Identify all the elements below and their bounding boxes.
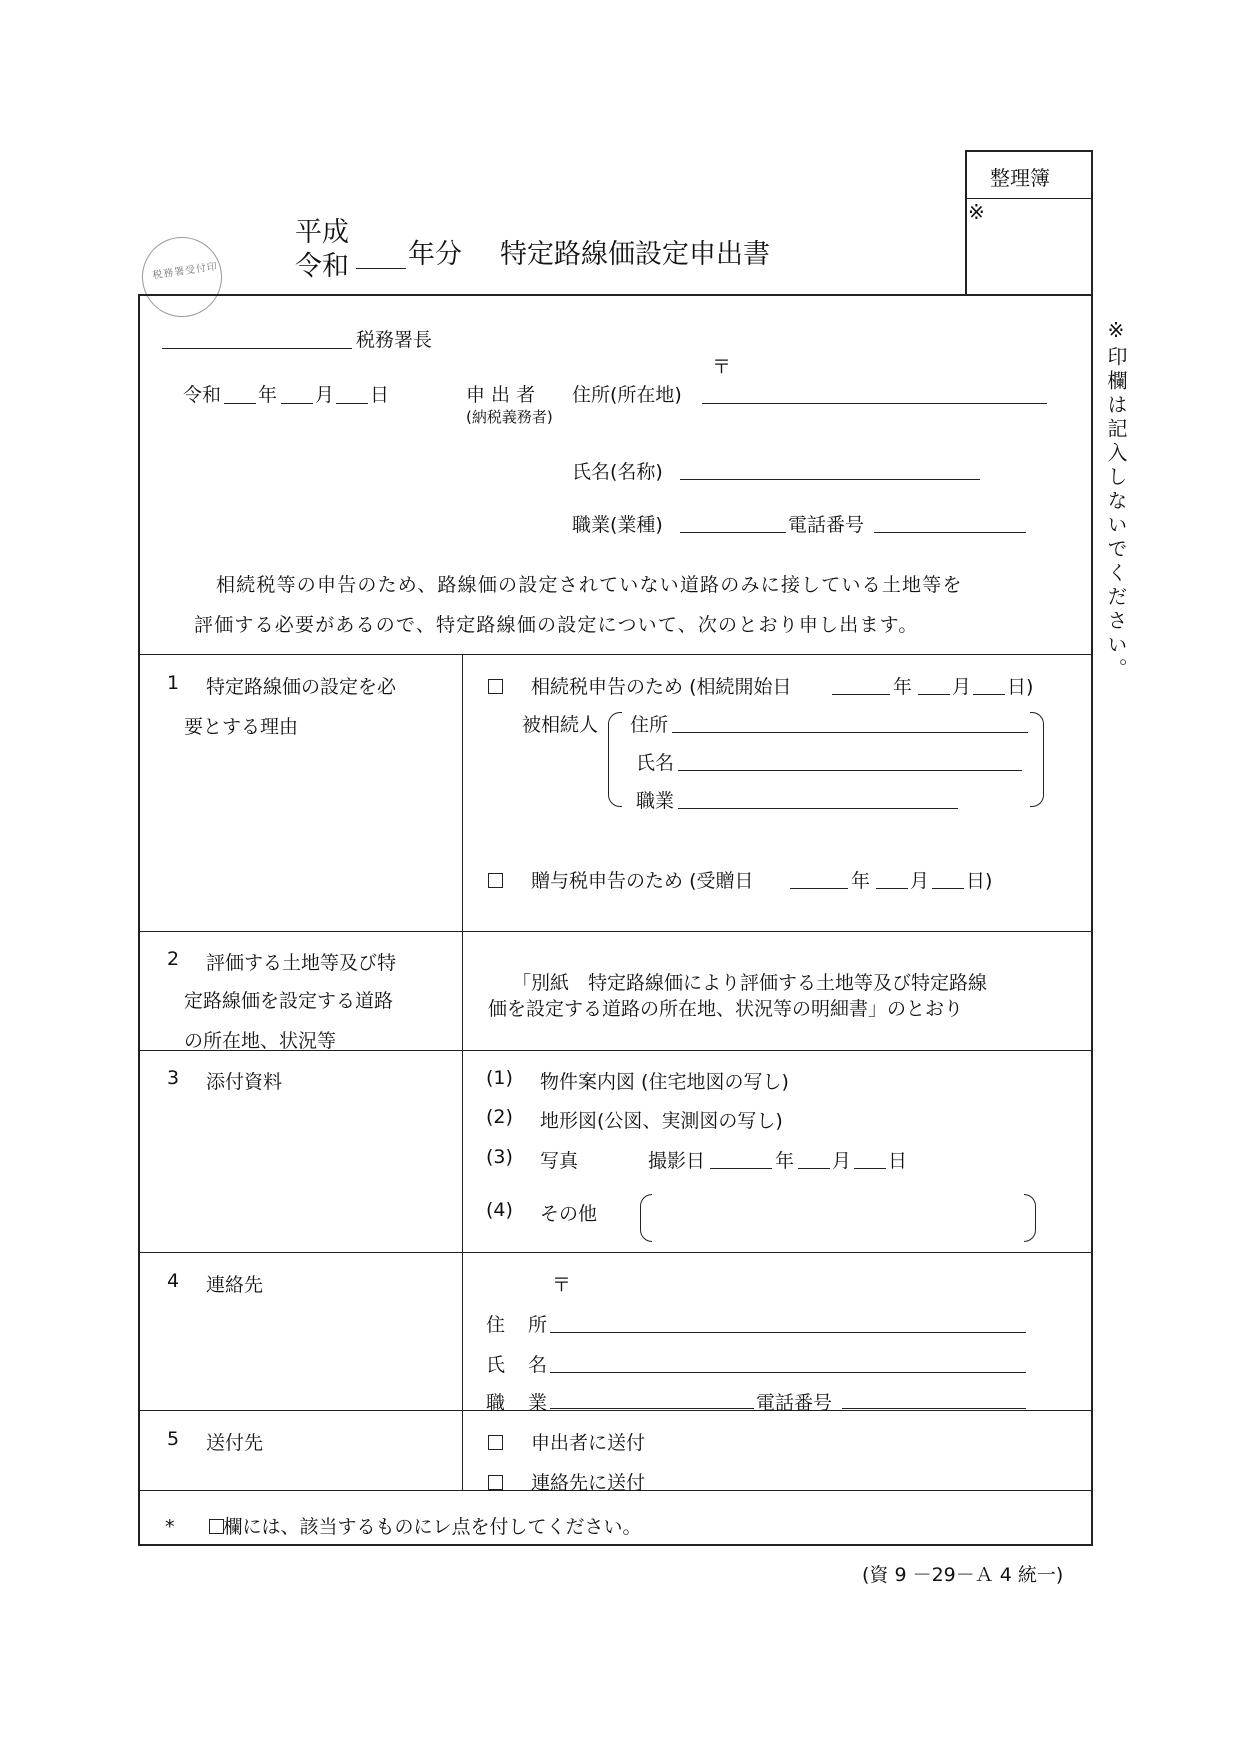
- gift-day-blank[interactable]: [932, 888, 964, 889]
- send-contact-label: 連絡先に送付: [531, 1472, 646, 1494]
- section1-number: 1: [167, 672, 180, 694]
- attach-item2: 地形図(公図、実測図の写し): [540, 1110, 783, 1132]
- title-year-suffix: 年分: [408, 239, 462, 270]
- attach-item3: 写真: [540, 1150, 579, 1172]
- photo-day: 日: [888, 1150, 908, 1172]
- contact-postal-mark: 〒: [552, 1274, 572, 1296]
- footnote: [165, 1512, 642, 1539]
- section1-label-line1: 特定路線価の設定を必: [206, 676, 397, 698]
- send-applicant-label: 申出者に送付: [531, 1432, 646, 1454]
- section2-number: 2: [167, 948, 180, 970]
- attach-item2-num: (2): [486, 1106, 513, 1128]
- section3-number: 3: [167, 1067, 180, 1089]
- contact-name-field[interactable]: [550, 1372, 1026, 1373]
- section5-number: 5: [167, 1428, 180, 1450]
- decedent-brace-left: [608, 712, 622, 807]
- footnote-star: *: [165, 1516, 175, 1538]
- address-label: 住所(所在地): [572, 384, 682, 406]
- phone-field[interactable]: [874, 532, 1026, 533]
- gift-day: 日): [966, 870, 993, 892]
- contact-address-b: 所: [528, 1314, 548, 1336]
- title-year-blank: [356, 268, 406, 269]
- reception-stamp-label: 税務署受付印: [151, 261, 219, 282]
- title-era-reiwa: 令和: [295, 251, 349, 282]
- seiri-label: 整理簿: [990, 166, 1050, 190]
- send-applicant-option[interactable]: [488, 1428, 645, 1455]
- gift-year: 年: [851, 870, 871, 892]
- footnote-box-icon: [209, 1519, 224, 1534]
- attach-item1-num: (1): [486, 1067, 513, 1089]
- gift-year-blank[interactable]: [790, 888, 848, 889]
- divider-header: [138, 654, 1093, 655]
- inherit-day-blank[interactable]: [973, 694, 1005, 695]
- decedent-name-label: 氏名: [636, 752, 675, 774]
- section5-label: 送付先: [206, 1432, 264, 1454]
- decedent-occupation-field[interactable]: [678, 808, 958, 809]
- photo-year-blank[interactable]: [710, 1168, 772, 1169]
- zeimusho-label: 税務署長: [356, 329, 433, 351]
- decedent-occupation-label: 職業: [636, 790, 675, 812]
- name-label: 氏名(名称): [572, 461, 663, 483]
- inherit-option-label: 相続税申告のため (相続開始日: [531, 676, 792, 698]
- attach-item4: その他: [540, 1203, 598, 1225]
- body-text-line2: 評価する必要があるので、特定路線価の設定について、次のとおり申し出ます。: [194, 614, 919, 636]
- divider-s4: [138, 1410, 1093, 1411]
- send-contact-option[interactable]: [488, 1468, 645, 1495]
- inherit-year: 年: [893, 676, 913, 698]
- section2-content-line1: 「別紙 特定路線価により評価する土地等及び特定路線: [512, 972, 988, 994]
- address-field[interactable]: [702, 403, 1047, 404]
- date-day-blank[interactable]: [336, 403, 368, 404]
- attach-item3-num: (3): [486, 1146, 513, 1168]
- attach-item1: 物件案内図 (住宅地図の写し): [540, 1071, 789, 1093]
- gift-checkbox[interactable]: [488, 873, 503, 888]
- divider-s3: [138, 1252, 1093, 1253]
- decedent-name-field[interactable]: [678, 770, 1022, 771]
- phone-label: 電話番号: [788, 514, 865, 536]
- seiri-divider: [965, 198, 1093, 199]
- column-divider: [462, 654, 463, 1490]
- photo-day-blank[interactable]: [854, 1168, 886, 1169]
- decedent-address-label: 住所: [630, 714, 669, 736]
- contact-occupation-field[interactable]: [550, 1408, 754, 1409]
- divider-s1: [138, 931, 1093, 932]
- date-year: 年: [258, 384, 278, 406]
- contact-address-field[interactable]: [550, 1332, 1026, 1333]
- decedent-address-field[interactable]: [672, 732, 1028, 733]
- section4-label: 連絡先: [206, 1274, 264, 1296]
- gift-option-label: 贈与税申告のため (受贈日: [531, 870, 754, 892]
- body-text-line1: 相続税等の申告のため、路線価の設定されていない道路のみに接している土地等を: [216, 574, 963, 596]
- form-code: (資 9 －29－Ａ 4 統一): [862, 1564, 1064, 1586]
- title-era-heisei: 平成: [295, 217, 349, 248]
- footnote-text: 欄には、該当するものにレ点を付してください。: [223, 1516, 642, 1538]
- date-year-blank[interactable]: [224, 403, 256, 404]
- photo-year: 年: [775, 1150, 795, 1172]
- side-note: ※印欄は記入しないでください。: [1104, 318, 1128, 682]
- section3-label: 添付資料: [206, 1071, 283, 1093]
- gift-month-blank[interactable]: [876, 888, 908, 889]
- seiri-mark: ※: [968, 200, 985, 224]
- section2-label-line2: 定路線価を設定する道路: [184, 990, 394, 1012]
- contact-occupation-b: 業: [528, 1392, 548, 1414]
- other-brace-left[interactable]: [640, 1194, 652, 1242]
- section1-label-line2: 要とする理由: [184, 716, 299, 738]
- section2-label-line3: の所在地、状況等: [184, 1030, 337, 1052]
- zeimusho-blank[interactable]: [162, 348, 352, 349]
- decedent-label: 被相続人: [522, 714, 599, 736]
- inherit-month-blank[interactable]: [918, 694, 950, 695]
- inherit-day: 日): [1007, 676, 1034, 698]
- photo-month-blank[interactable]: [798, 1168, 830, 1169]
- occupation-field[interactable]: [680, 532, 786, 533]
- gift-month: 月: [910, 870, 930, 892]
- photo-date-label: 撮影日: [648, 1150, 706, 1172]
- occupation-label: 職業(業種): [572, 514, 663, 536]
- send-contact-checkbox[interactable]: [488, 1475, 503, 1490]
- decedent-brace-right: [1030, 712, 1044, 807]
- section2-content-line2: 価を設定する道路の所在地、状況等の明細書」のとおり: [488, 998, 964, 1020]
- contact-phone-label: 電話番号: [756, 1392, 833, 1414]
- page-title: 特定路線価設定申出書: [500, 239, 770, 270]
- taxpayer-label: (納税義務者): [466, 408, 553, 426]
- inherit-option[interactable]: [488, 672, 792, 699]
- contact-phone-field[interactable]: [842, 1408, 1026, 1409]
- send-applicant-checkbox[interactable]: [488, 1435, 503, 1450]
- section2-label-line1: 評価する土地等及び特: [206, 952, 397, 974]
- inherit-checkbox[interactable]: [488, 679, 503, 694]
- other-brace-right[interactable]: [1024, 1194, 1036, 1242]
- attach-item4-num: (4): [486, 1199, 513, 1221]
- contact-address-a: 住: [486, 1314, 506, 1336]
- applicant-label: 申 出 者: [466, 384, 536, 406]
- photo-month: 月: [832, 1150, 852, 1172]
- inherit-month: 月: [952, 676, 972, 698]
- name-field[interactable]: [680, 479, 980, 480]
- contact-name-b: 名: [528, 1354, 548, 1376]
- date-month: 月: [315, 384, 335, 406]
- postal-mark: 〒: [712, 356, 732, 378]
- contact-name-a: 氏: [486, 1354, 506, 1376]
- date-month-blank[interactable]: [281, 403, 313, 404]
- date-reiwa: 令和: [183, 384, 222, 406]
- contact-occupation-a: 職: [486, 1392, 506, 1414]
- section4-number: 4: [167, 1270, 180, 1292]
- date-day: 日: [370, 384, 390, 406]
- gift-option[interactable]: [488, 866, 754, 893]
- inherit-year-blank[interactable]: [832, 694, 890, 695]
